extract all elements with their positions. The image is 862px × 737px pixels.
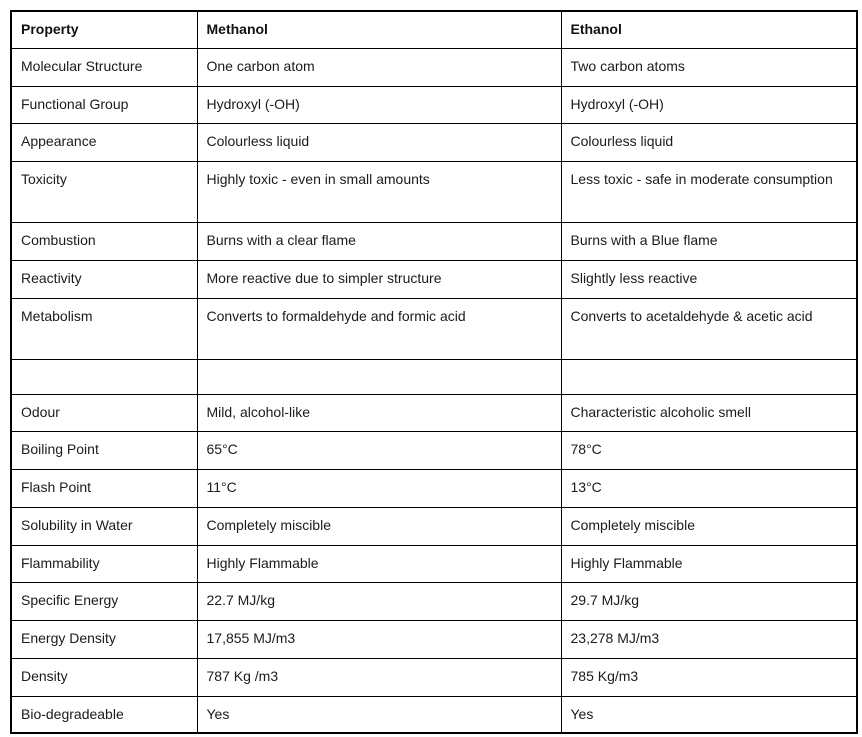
methanol-cell: Burns with a clear flame (197, 222, 561, 260)
methanol-cell: Mild, alcohol-like (197, 394, 561, 431)
methanol-cell: More reactive due to simpler structure (197, 260, 561, 298)
table-row (11, 658, 857, 696)
table-row (11, 298, 857, 359)
methanol-cell: Highly toxic - even in small amounts (197, 161, 561, 222)
property-cell: Specific Energy (11, 582, 197, 620)
table-row (11, 123, 857, 161)
ethanol-cell: Slightly less reactive (561, 260, 857, 298)
property-cell: Solubility in Water (11, 507, 197, 545)
property-cell: Bio-degradeable (11, 696, 197, 733)
ethanol-cell: 23,278 MJ/m3 (561, 620, 857, 658)
ethanol-cell: Colourless liquid (561, 123, 857, 161)
methanol-cell: Completely miscible (197, 507, 561, 545)
table-row (11, 545, 857, 582)
methanol-cell: Converts to formaldehyde and formic acid (197, 298, 561, 359)
methanol-cell: Yes (197, 696, 561, 733)
ethanol-cell: Characteristic alcoholic smell (561, 394, 857, 431)
table-row (11, 507, 857, 545)
methanol-cell: 787 Kg /m3 (197, 658, 561, 696)
table-row (11, 86, 857, 123)
methanol-cell: Highly Flammable (197, 545, 561, 582)
property-cell: Functional Group (11, 86, 197, 123)
ethanol-cell: Less toxic - safe in moderate consumption (561, 161, 857, 222)
column-header-property: Property (11, 11, 197, 48)
property-cell: Flash Point (11, 469, 197, 507)
methanol-cell: 17,855 MJ/m3 (197, 620, 561, 658)
property-cell: Metabolism (11, 298, 197, 359)
table-row (11, 582, 857, 620)
ethanol-cell (561, 359, 857, 394)
ethanol-cell: 13°C (561, 469, 857, 507)
methanol-cell: 11°C (197, 469, 561, 507)
table-row (11, 469, 857, 507)
ethanol-cell: 785 Kg/m3 (561, 658, 857, 696)
table-row (11, 359, 857, 394)
table-row (11, 260, 857, 298)
table-row (11, 696, 857, 733)
property-cell: Reactivity (11, 260, 197, 298)
methanol-cell: 22.7 MJ/kg (197, 582, 561, 620)
property-cell: Toxicity (11, 161, 197, 222)
ethanol-cell: 78°C (561, 431, 857, 469)
column-header-ethanol: Ethanol (561, 11, 857, 48)
table-row (11, 431, 857, 469)
table-row (11, 161, 857, 222)
property-cell: Molecular Structure (11, 48, 197, 86)
table-row (11, 222, 857, 260)
methanol-cell (197, 359, 561, 394)
table-body (11, 48, 857, 733)
property-cell: Boiling Point (11, 431, 197, 469)
methanol-cell: One carbon atom (197, 48, 561, 86)
ethanol-cell: Completely miscible (561, 507, 857, 545)
methanol-ethanol-comparison-table (10, 10, 858, 734)
column-header-methanol: Methanol (197, 11, 561, 48)
ethanol-cell: 29.7 MJ/kg (561, 582, 857, 620)
ethanol-cell: Yes (561, 696, 857, 733)
ethanol-cell: Two carbon atoms (561, 48, 857, 86)
property-cell: Odour (11, 394, 197, 431)
property-cell: Appearance (11, 123, 197, 161)
property-cell: Density (11, 658, 197, 696)
ethanol-cell: Burns with a Blue flame (561, 222, 857, 260)
table-row (11, 48, 857, 86)
property-cell: Energy Density (11, 620, 197, 658)
property-cell (11, 359, 197, 394)
methanol-cell: Hydroxyl (-OH) (197, 86, 561, 123)
ethanol-cell: Highly Flammable (561, 545, 857, 582)
ethanol-cell: Converts to acetaldehyde & acetic acid (561, 298, 857, 359)
table-row (11, 394, 857, 431)
ethanol-cell: Hydroxyl (-OH) (561, 86, 857, 123)
methanol-cell: Colourless liquid (197, 123, 561, 161)
methanol-cell: 65°C (197, 431, 561, 469)
table-header-row (11, 11, 857, 48)
property-cell: Flammability (11, 545, 197, 582)
table-row (11, 620, 857, 658)
property-cell: Combustion (11, 222, 197, 260)
